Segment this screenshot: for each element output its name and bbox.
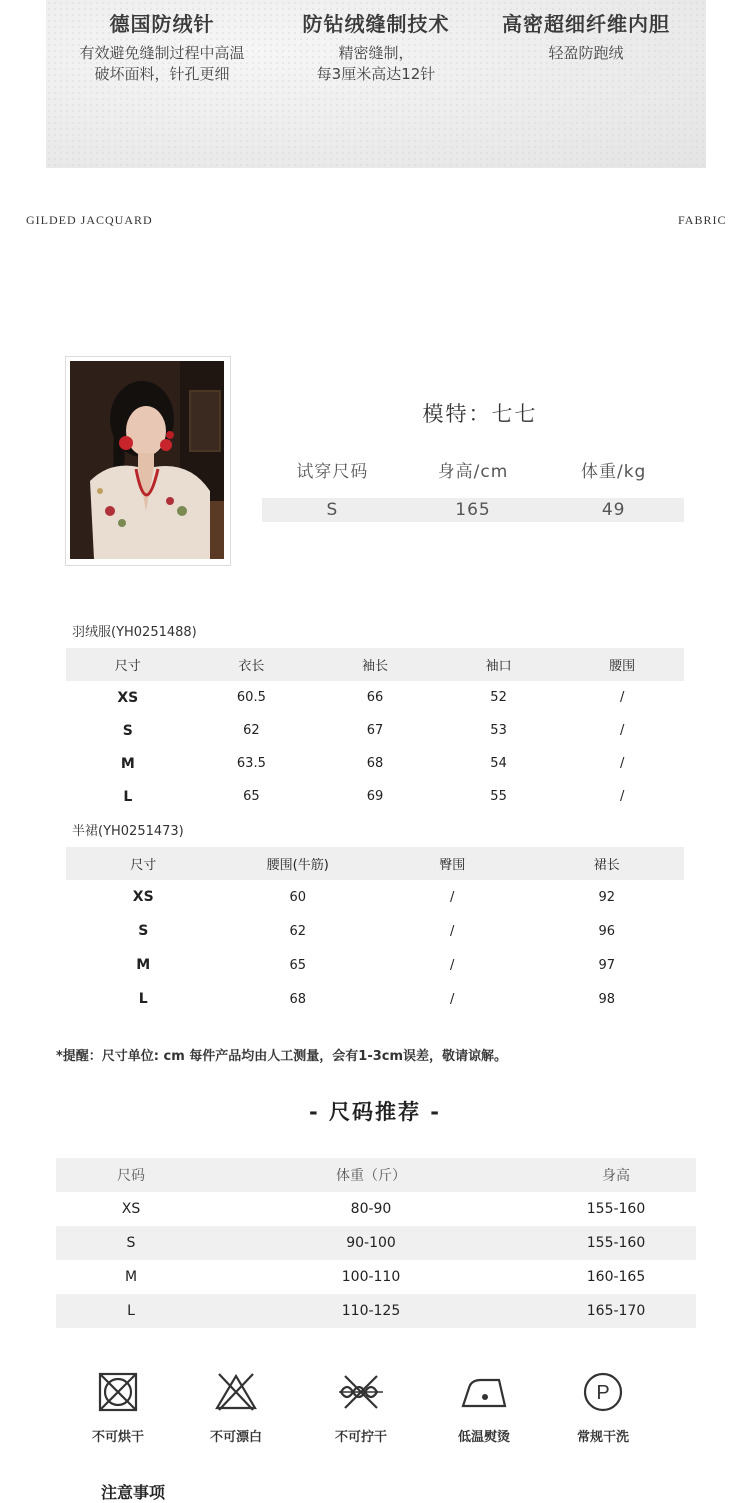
table-cell: / bbox=[450, 923, 455, 939]
table-cell: 62 bbox=[289, 923, 307, 939]
feature-desc: 有效避免缝制过程中高温 破坏面料，针孔更细 bbox=[79, 44, 245, 83]
table-cell: S bbox=[138, 923, 149, 939]
table-cell: M bbox=[136, 957, 151, 973]
table-cell: 90-100 bbox=[346, 1235, 396, 1251]
table-cell: 160-165 bbox=[586, 1269, 646, 1285]
table-cell: 98 bbox=[598, 991, 616, 1007]
feature-title: 防钻绒缝制技术 bbox=[302, 12, 450, 36]
value-size: S bbox=[326, 500, 339, 520]
table-cell: 96 bbox=[598, 923, 616, 939]
value-weight: 49 bbox=[601, 500, 626, 520]
care-no-tumble-dry bbox=[68, 1370, 168, 1445]
svg-text:P: P bbox=[596, 1382, 610, 1404]
table-cell: L bbox=[127, 1303, 135, 1319]
table-cell: S bbox=[122, 722, 133, 739]
table-header bbox=[56, 1158, 696, 1192]
no-bleach-icon bbox=[213, 1370, 259, 1414]
model-photo bbox=[70, 361, 224, 559]
feature-desc: 精密缝制， 每3厘米高达12针 bbox=[316, 44, 436, 83]
table-row bbox=[66, 714, 684, 747]
table-cell: 80-90 bbox=[350, 1201, 392, 1217]
table-cell: 65 bbox=[289, 957, 307, 973]
caption-right: FABRIC bbox=[678, 213, 727, 227]
header-size: 试穿尺码 bbox=[296, 461, 369, 482]
table-cell: 69 bbox=[366, 789, 384, 804]
model-illustration bbox=[70, 361, 224, 559]
care-label: 不可漂白 bbox=[209, 1430, 262, 1445]
table-cell: 62 bbox=[243, 723, 260, 738]
header-cell: 臀围 bbox=[439, 858, 466, 873]
table-cell: 60.5 bbox=[236, 690, 266, 705]
table-cell: M bbox=[120, 755, 135, 772]
dry-clean-p-icon bbox=[581, 1370, 625, 1414]
table-cell: 66 bbox=[366, 690, 384, 705]
table-header bbox=[66, 847, 684, 880]
care-label: 常规干洗 bbox=[576, 1430, 629, 1445]
table-cell: 65 bbox=[243, 789, 260, 804]
header-cell: 尺寸 bbox=[130, 858, 157, 873]
size-recommend-table bbox=[56, 1158, 696, 1328]
table-row bbox=[66, 982, 684, 1016]
table-cell: / bbox=[450, 957, 455, 973]
no-tumble-dry-icon bbox=[96, 1370, 140, 1414]
table-cell: 63.5 bbox=[236, 756, 266, 771]
recommend-title: - 尺码推荐 - bbox=[308, 1100, 442, 1124]
skirt-size-table bbox=[66, 847, 684, 1016]
care-dry-clean bbox=[553, 1370, 653, 1445]
feature-title: 德国防绒针 bbox=[109, 12, 215, 36]
table-cell: 67 bbox=[366, 723, 384, 738]
header-height: 身高/cm bbox=[437, 461, 509, 482]
table-cell: 52 bbox=[490, 690, 507, 705]
table-cell: XS bbox=[132, 889, 154, 905]
table-row bbox=[56, 1294, 696, 1328]
table-row bbox=[56, 1260, 696, 1294]
table1-title: 羽绒服(YH0251488) bbox=[72, 625, 197, 640]
care-label: 不可烘干 bbox=[91, 1430, 144, 1445]
table-cell: / bbox=[450, 889, 455, 905]
table-cell: 110-125 bbox=[341, 1303, 401, 1319]
table-row bbox=[66, 880, 684, 914]
header-cell: 腰围 bbox=[609, 659, 636, 674]
table-cell: 53 bbox=[490, 723, 507, 738]
table-cell: XS bbox=[121, 1201, 141, 1217]
notice-title: 注意事项 bbox=[101, 1483, 166, 1502]
model-table-row bbox=[262, 498, 684, 522]
feature-title: 高密超细纤维内胆 bbox=[502, 12, 670, 36]
table-cell: 68 bbox=[366, 756, 384, 771]
care-low-iron bbox=[434, 1370, 534, 1445]
table-row bbox=[66, 948, 684, 982]
header-cell: 衣长 bbox=[238, 659, 265, 674]
table-header bbox=[66, 648, 684, 681]
table-cell: 55 bbox=[490, 789, 507, 804]
header-cell: 裙长 bbox=[593, 858, 620, 873]
header-cell: 身高 bbox=[602, 1168, 630, 1184]
table-cell: 100-110 bbox=[341, 1269, 401, 1285]
table-row bbox=[66, 747, 684, 780]
table-row bbox=[56, 1226, 696, 1260]
table-cell: 155-160 bbox=[586, 1235, 646, 1251]
model-fit-table bbox=[262, 456, 684, 522]
table-cell: 165-170 bbox=[586, 1303, 646, 1319]
care-label: 低温熨烫 bbox=[457, 1430, 510, 1445]
table-cell: 92 bbox=[598, 889, 616, 905]
table2-title: 半裙(YH0251473) bbox=[72, 824, 184, 839]
measurement-note: *提醒：尺寸单位: cm 每件产品均由人工测量，会有1-3cm误差，敬请谅解。 bbox=[56, 1049, 508, 1064]
model-name: 模特：七七 bbox=[422, 402, 538, 426]
table-cell: / bbox=[619, 789, 625, 804]
table-cell: M bbox=[124, 1269, 138, 1285]
table-row bbox=[66, 780, 684, 813]
no-wring-icon bbox=[337, 1370, 385, 1414]
table-cell: / bbox=[619, 756, 625, 771]
header-weight: 体重/kg bbox=[580, 461, 647, 482]
care-label: 不可拧干 bbox=[334, 1430, 387, 1445]
feature-desc: 轻盈防跑绒 bbox=[548, 44, 624, 62]
header-cell: 袖口 bbox=[485, 659, 512, 674]
feature-needle bbox=[52, 8, 272, 85]
feature-lining bbox=[476, 8, 696, 64]
model-table-header bbox=[262, 456, 684, 482]
table-cell: 68 bbox=[289, 991, 307, 1007]
table-cell: L bbox=[123, 788, 133, 805]
table-cell: 60 bbox=[289, 889, 307, 905]
table-cell: S bbox=[126, 1235, 136, 1251]
value-height: 165 bbox=[455, 500, 491, 520]
table-cell: 155-160 bbox=[586, 1201, 646, 1217]
table-cell: / bbox=[619, 690, 625, 705]
table-row bbox=[66, 681, 684, 714]
table-row bbox=[66, 914, 684, 948]
feature-stitch bbox=[266, 8, 486, 85]
header-cell: 腰围(牛筋) bbox=[266, 858, 329, 873]
caption-left: GILDED JACQUARD bbox=[26, 213, 153, 227]
table-cell: / bbox=[619, 723, 625, 738]
care-no-bleach bbox=[186, 1370, 286, 1445]
table-cell: 97 bbox=[598, 957, 616, 973]
care-no-wring bbox=[311, 1370, 411, 1445]
header-cell: 袖长 bbox=[361, 659, 388, 674]
header-cell: 尺寸 bbox=[114, 659, 141, 674]
header-cell: 尺码 bbox=[117, 1168, 145, 1184]
table-row bbox=[56, 1192, 696, 1226]
table-cell: L bbox=[138, 991, 148, 1007]
table-cell: / bbox=[450, 991, 455, 1007]
header-cell: 体重（斤） bbox=[336, 1168, 406, 1184]
table-cell: XS bbox=[117, 689, 139, 706]
jacket-size-table bbox=[66, 648, 684, 813]
low-iron-icon bbox=[459, 1370, 509, 1414]
table-cell: 54 bbox=[490, 756, 507, 771]
model-photo-frame bbox=[65, 356, 231, 566]
